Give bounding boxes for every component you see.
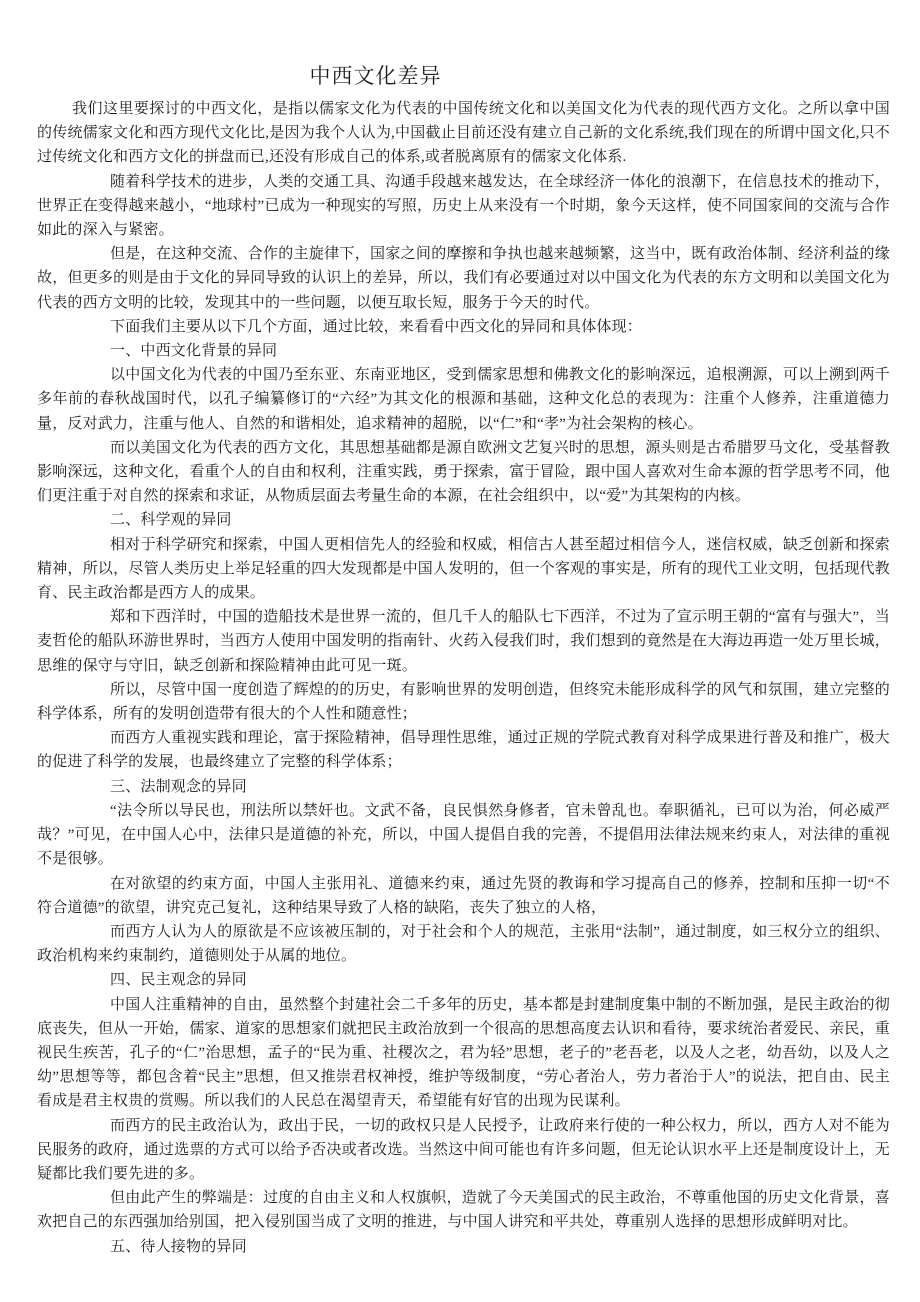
document-title: 中西文化差异 — [309, 64, 442, 88]
paragraph: 但由此产生的弊端是：过度的自由主义和人权旗帜，造就了今天美国式的民主政治，不尊重他国的历史文化背景，喜欢把自己的东西强加给别国，把入侵别国当成了文明的推进，与中国人讲究和平共处，尊重别人选择的思想形成鲜明对比。 — [37, 1190, 890, 1231]
paragraph: 所以，尽管中国一度创造了辉煌的的历史，有影响世界的发明创造，但终究未能形成科学的风气和氛围，建立完整的科学体系，所有的发明创造带有很大的个人性和随意性； — [37, 681, 890, 723]
paragraph: 但是，在这种交流、合作的主旋律下，国家之间的摩擦和争执也越来越频繁，这当中，既有政治体制、经济利益的缘故，但更多的则是由于文化的异同导致的认识上的差异，所以，我们有必要通过对以中国文化为代表的东方文明和以美国文化为代表的西方文明的比较，发现其中的一些问题，以便互取长短，服务于今天的时代。 — [37, 246, 890, 311]
paragraph: 而西方的民主政治认为，政出于民，一切的政权只是人民授予，让政府来行使的一种公权力，所以，西方人对不能为民服务的政府，通过选票的方式可以给予否决或者改选。当然这中间可能也有许多问题，但无论认识水平上还是制度设计上，无疑都比我们要先进的多。 — [37, 1117, 890, 1182]
section-heading: 五、待人接物的异同 — [110, 1238, 247, 1255]
document-body — [37, 97, 890, 1259]
paragraph: 郑和下西洋时，中国的造船技术是世界一流的，但几千人的船队七下西洋，不过为了宣示明王朝的“富有与强大”，当麦哲伦的船队环游世界时，当西方人使用中国发明的指南针、火药入侵我们时，我们想到的竟然是在大海边再造一处万里长城，思维的保守与守旧，缺乏创新和探险精神由此可见一斑。 — [37, 609, 890, 674]
section-heading: 一、中西文化背景的异同 — [110, 343, 278, 360]
paragraph: 中国人注重精神的自由，虽然整个封建社会二千多年的历史，基本都是封建制度集中制的不断加强，是民主政治的彻底丧失，但从一开始，儒家、道家的思想家们就把民主政治放到一个很高的思想高度去认识和看待，要求统治者爱民、亲民，重视民生疾苦，孔子的“仁”治思想，孟子的“民为重、社稷次之，君为轻”思想，老子的”老吾老，以及人之老，幼吾幼，以及人之幼”思想等等，都包含着“民主”思想，但又推崇君权神授，维护等级制度，“劳心者治人，劳力者治于人”的说法，把自由、民主看成是君主权贵的赏赐。所以我们的人民总在渴望青天，希望能有好官的出现为民谋利。 — [37, 996, 890, 1110]
paragraph: 而以美国文化为代表的西方文化，其思想基础都是源自欧洲文艺复兴时的思想，源头则是古希腊罗马文化，受基督教影响深远，这种文化，看重个人的自由和权利，注重实践，勇于探索，富于冒险，跟中国人喜欢对生命本源的哲学思考不同，他们更注重于对自然的探索和求证，从物质层面去考量生命的本源，在社会组织中，以“爱”为其架构的内核。 — [37, 439, 890, 505]
document-page — [37, 62, 890, 1259]
paragraph: 在对欲望的约束方面，中国人主张用礼、道德来约束，通过先贤的教诲和学习提高自己的修养，控制和压抑一切“不符合道德”的欲望，讲究克己复礼，这种结果导致了人格的缺陷，丧失了独立的人格， — [37, 875, 890, 916]
paragraph: 而西方人重视实践和理论，富于探险精神，倡导理性思维，通过正规的学院式教育对科学成果进行普及和推广，极大的促进了科学的发展，也最终建立了完整的科学体系； — [37, 730, 890, 771]
paragraph: 以中国文化为代表的中国乃至东亚、东南亚地区，受到儒家思想和佛教文化的影响深远，追根溯源，可以上溯到两千多年前的春秋战国时代，以孔子编纂修订的“六经”为其文化的根源和基础，这种文化总的表现为：注重个人修养，注重道德力量，反对武力，注重与他人、自然的和谐相处，追求精神的超脱，以“仁”和“孝”为社会架构的核心。 — [37, 367, 890, 432]
paragraph: 下面我们主要从以下几个方面，通过比较，来看看中西文化的异同和具体体现： — [110, 318, 643, 335]
section-heading: 三、法制观念的异同 — [110, 778, 247, 795]
paragraph: 我们这里要探讨的中西文化，是指以儒家文化为代表的中国传统文化和以美国文化为代表的现代西方文化。之所以拿中国的传统儒家文化和西方现代文化比,是因为我个人认为,中国截止目前还没有建立自己新的文化系统,我们现在的所谓中国文化,只不过传统文化和西方文化的拼盘而已,还没有形成自己的体系,或者脱离原有的儒家文化体系. — [37, 101, 890, 166]
paragraph: 随着科学技术的进步，人类的交通工具、沟通手段越来越发达，在全球经济一体化的浪潮下，在信息技术的推动下，世界正在变得越来越小，“地球村”已成为一种现实的写照，历史上从来没有一个时期，象今天这样，使不同国家间的交流与合作如此的深入与紧密。 — [37, 173, 890, 239]
section-heading: 二、科学观的异同 — [110, 512, 232, 529]
paragraph: 相对于科学研究和探索，中国人更相信先人的经验和权威，相信古人甚至超过相信今人，迷信权威，缺乏创新和探索精神，所以，尽管人类历史上举足轻重的四大发现都是中国人发明的，但一个客观的事实是，所有的现代工业文明，包括现代教育、民主政治都是西方人的成果。 — [37, 536, 890, 602]
paragraph: 而西方人认为人的原欲是不应该被压制的，对于社会和个人的规范，主张用“法制”，通过制度，如三权分立的组织、政治机构来约束制约，道德则处于从属的地位。 — [37, 923, 890, 965]
section-heading: 四、民主观念的异同 — [110, 972, 247, 989]
paragraph: “法令所以导民也，刑法所以禁奸也。文武不备，良民惧然身修者，官未曾乱也。奉职循礼，已可以为治，何必威严哉？”可见，在中国人心中，法律只是道德的补充，所以，中国人提倡自我的完善，不提倡用法律法规来约束人，对法律的重视不是很够。 — [37, 802, 890, 868]
